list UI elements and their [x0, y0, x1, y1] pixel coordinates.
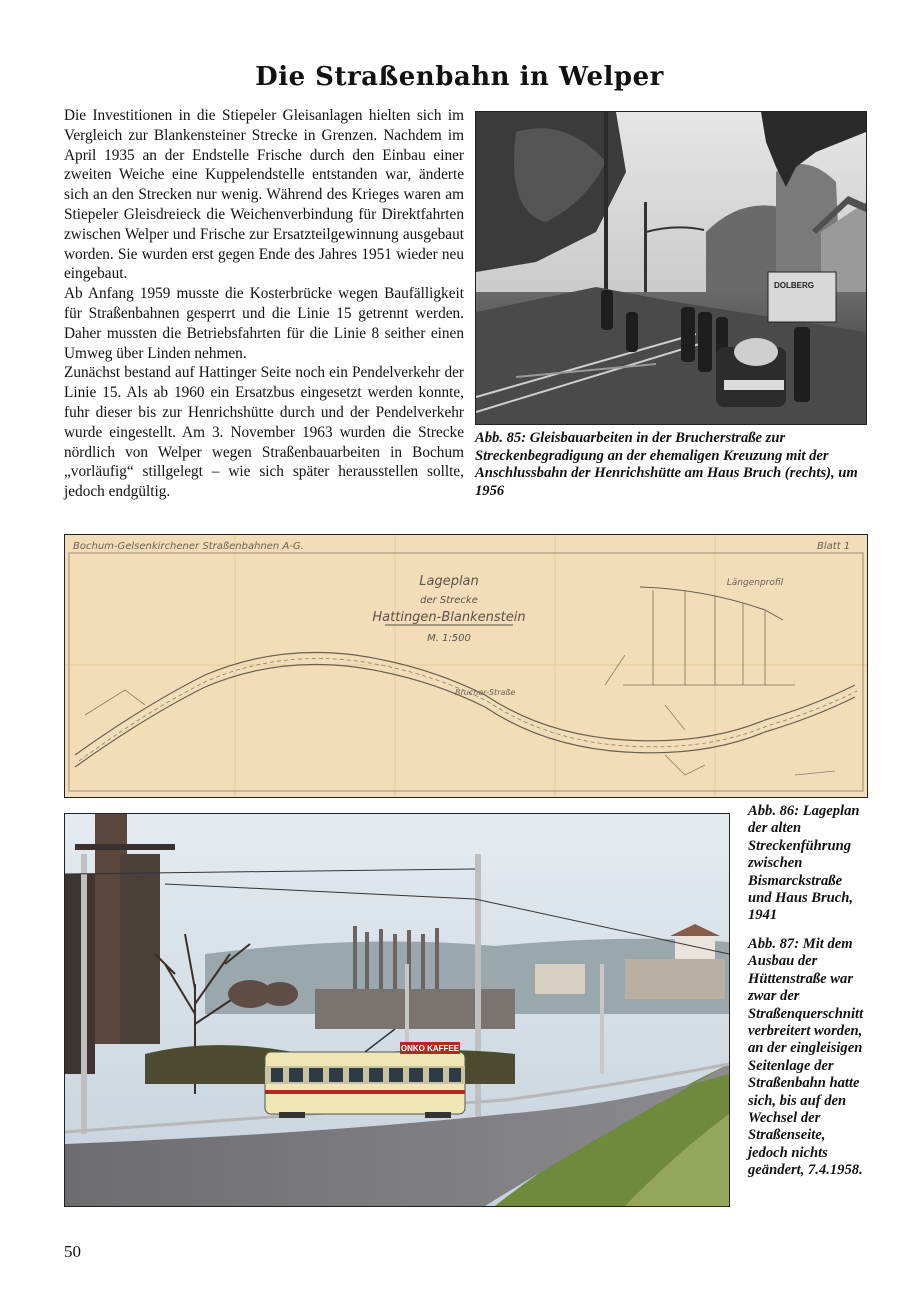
plan-title-3: Hattingen-Blankenstein	[372, 610, 526, 625]
plan-title-1: Lageplan	[419, 574, 479, 589]
profile-label: Längenprofil	[726, 578, 784, 588]
street-label: Brucher-Straße	[455, 688, 516, 697]
page-number: 50	[64, 1242, 81, 1261]
plan-header-left: Bochum-Gelsenkirchener Straßenbahnen A-G.	[73, 541, 304, 552]
plan-header-right: Blatt 1	[817, 541, 851, 552]
site-plan-drawing	[65, 535, 867, 797]
page-title: Die Straßenbahn in Welper	[255, 62, 664, 92]
paragraph-1: Die Investitionen in die Stiepeler Gleisanlagen hielten sich im Vergleich zur Blankensteiner Strecke in Grenzen. Nachdem im April 1935 an der Endstelle Frische durch den Einbau einer zweiten Weiche eine Kuppelendstelle entstanden war, änderte sich an den Strecken nur wenig. Während des Krieges waren am Stiepeler Gleisdreieck die Weichenverbindung für Direktfahrten zwischen Welper und Frische zur Ersatzteilgewinnung ausgebaut worden. Sie wurden erst gegen Ende des Jahres 1951 wieder neu eingebaut.	[64, 107, 464, 283]
truck-sign: DOLBERG	[774, 281, 814, 290]
construction-photo-drawing	[476, 112, 866, 424]
paragraph-2: Ab Anfang 1959 musste die Kosterbrücke wegen Baufälligkeit für Straßenbahnen gesperrt und die Linie 15 getrennt werden. Daher mussten die Betriebsfahrten für die Linie 8 seither einen Umweg über Linden nehmen.	[64, 285, 464, 362]
plan-scale: M. 1:500	[427, 633, 471, 644]
paragraph-3: Zunächst bestand auf Hattinger Seite noch ein Pendelverkehr der Linie 15. Als ab 1960 ein Ersatzbus eingesetzt werden konnte, fuhr dieser bis zur Henrichshütte durch und der Pendelverkehr wurde eingestellt. Am 3. November 1963 wurden die Strecke nördlich von Welper wegen Straßenbauarbeiten in Bochum „vorläufig“ stillgelegt – wie sich später herausstellen sollte, jedoch endgültig.	[64, 364, 464, 501]
body-text	[64, 106, 464, 502]
plan-drawing	[64, 534, 868, 798]
caption-fig85: Abb. 85: Gleisbauarbeiten in der Brucherstraße zur Streckenbegradigung an der ehemaligen Kreuzung mit der Anschlussbahn der Henrichshütte am Haus Bruch (rechts), um 1956	[475, 430, 858, 499]
tram-ad: ONKO KAFFEE	[400, 1044, 460, 1053]
caption-fig87: Abb. 87: Mit dem Ausbau der Hüttenstraße war zwar der Straßenquerschnitt verbreitert worden, an der eingleisigen Seitenlage der Straßenbahn hatte sich, bis auf den Wechsel der Straßenseite, jedoch nichts geändert, 7.4.1958.	[748, 936, 864, 1179]
plan-title-2: der Strecke	[420, 595, 478, 606]
caption-fig86: Abb. 86: Lageplan der alten Streckenführung zwischen Bismarckstraße und Haus Bruch, 1941	[748, 803, 860, 924]
photo-track-construction	[475, 111, 867, 425]
tram-photo-drawing	[65, 814, 729, 1206]
photo-tram	[64, 813, 730, 1207]
